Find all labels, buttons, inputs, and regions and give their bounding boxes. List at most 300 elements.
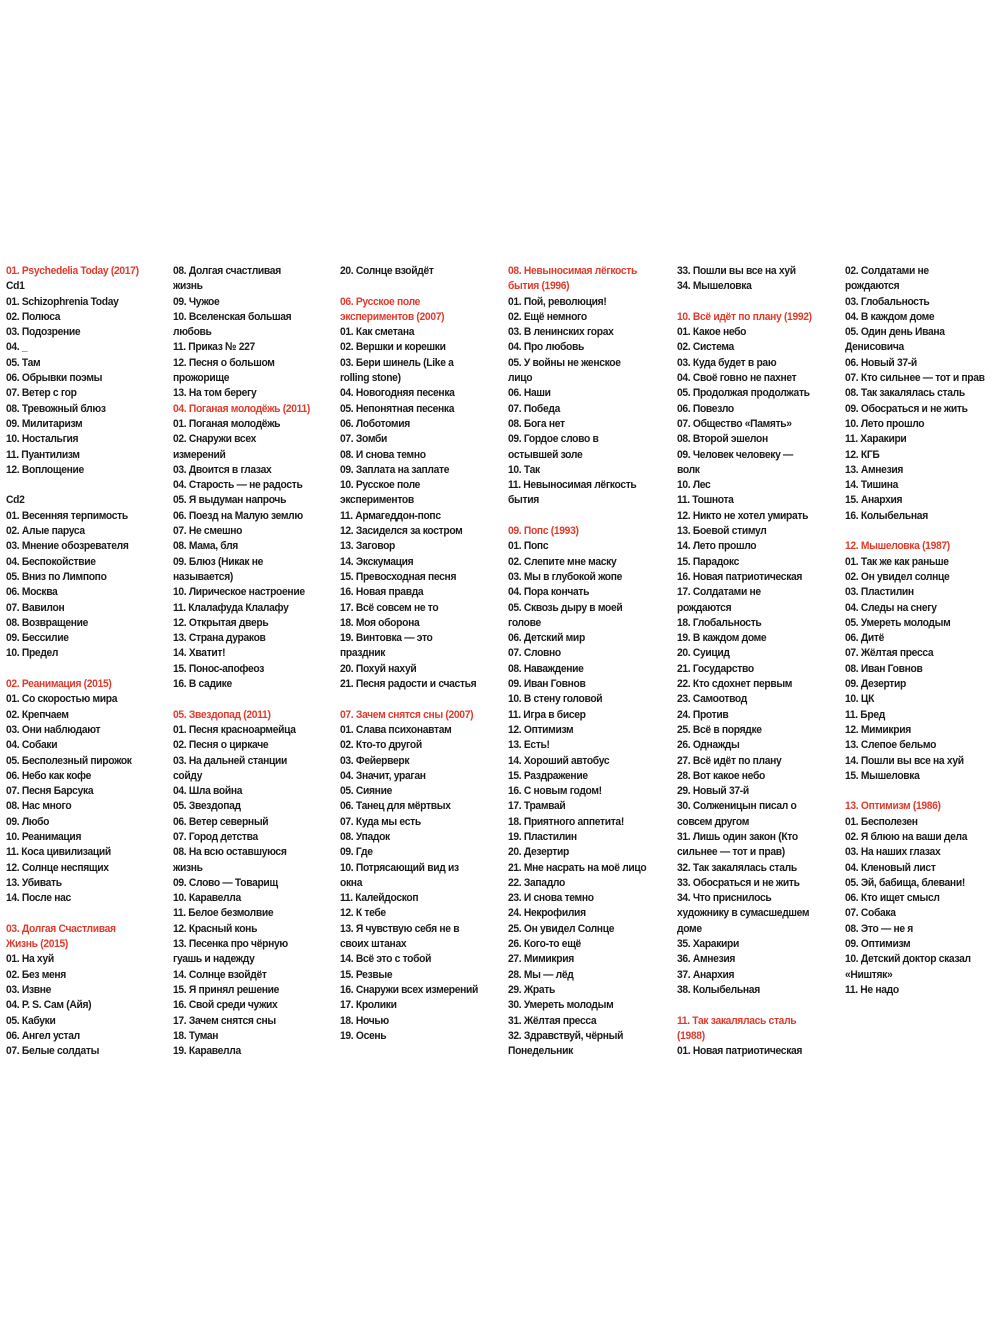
track-line: 10. Реанимация: [6, 830, 82, 843]
album-heading: 09. Попс (1993): [508, 525, 579, 538]
track-line: 05. Непонятная песенка: [340, 402, 455, 415]
track-line: 19. Осень: [340, 1029, 387, 1042]
track-line: 20. Суицид: [677, 647, 730, 660]
track-line: 07. Собака: [845, 907, 896, 920]
track-line: 16. Колыбельная: [845, 509, 928, 522]
track-line: 14. Лето прошло: [677, 540, 757, 553]
track-line: 03. В ленинских горах: [508, 326, 614, 339]
track-line: 04. В каждом доме: [845, 310, 935, 323]
track-line: 12. Никто не хотел умирать: [677, 509, 809, 522]
track-line: Понедельник: [508, 1045, 573, 1058]
track-line: 04. Значит, ураган: [340, 769, 426, 782]
track-line: измерений: [173, 448, 226, 461]
track-line: 17. Солдатами не: [677, 586, 761, 599]
blank-spacer: [6, 662, 170, 677]
track-line: 03. На дальней станции: [173, 754, 288, 767]
track-line: 24. Некрофилия: [508, 907, 586, 920]
track-line: 08. Это — не я: [845, 922, 913, 935]
track-line: 19. Каравелла: [173, 1045, 241, 1058]
track-line: 07. Вавилон: [6, 601, 65, 614]
track-line: 10. Вселенская большая: [173, 310, 292, 323]
album-heading: 12. Мышеловка (1987): [845, 540, 950, 553]
track-line: 06. Повезло: [677, 402, 734, 415]
blank-spacer: [677, 295, 841, 310]
blank-spacer: [340, 692, 504, 707]
track-line: 09. Чужое: [173, 295, 220, 308]
track-line: 05. Умереть молодым: [845, 616, 951, 629]
track-line: 06. Москва: [6, 586, 58, 599]
album-heading: 07. Зачем снятся сны (2007): [340, 708, 474, 721]
track-line: 18. Туман: [173, 1029, 219, 1042]
track-line: бытия: [508, 494, 539, 507]
track-line: 17. Кролики: [340, 999, 397, 1012]
track-line: 03. Мы в глубокой жопе: [508, 570, 623, 583]
track-line: 05. Звездопад: [173, 800, 241, 813]
track-line: 16. Снаружи всех измерений: [340, 983, 479, 996]
track-line: 23. И снова темно: [508, 892, 594, 905]
track-line: 01. Бесполезен: [845, 815, 918, 828]
track-line: 08. Возвращение: [6, 616, 89, 629]
track-line: 04. Новогодняя песенка: [340, 387, 455, 400]
track-line: гуашь и надежду: [173, 953, 255, 966]
track-line: 09. Бессилие: [6, 632, 69, 645]
track-line: 19. Пластилин: [508, 830, 577, 843]
track-line: 16. В садике: [173, 678, 232, 691]
track-line: 21. Песня радости и счастья: [340, 678, 477, 691]
track-line: 23. Самоотвод: [677, 693, 747, 706]
track-line: 06. Кто ищет смысл: [845, 892, 940, 905]
track-line: 31. Лишь один закон (Кто: [677, 830, 798, 843]
track-line: 06. Обрывки поэмы: [6, 372, 103, 385]
track-line: 09. Заплата на заплате: [340, 463, 450, 476]
track-line: 06. Новый 37-й: [845, 356, 917, 369]
track-line: 13. Боевой стимул: [677, 525, 767, 538]
track-line: 34. Мышеловка: [677, 280, 752, 293]
track-line: 07. Белые солдаты: [6, 1045, 100, 1058]
track-line: 07. Ветер с гор: [6, 387, 77, 400]
track-line: 34. Что приснилось: [677, 892, 772, 905]
track-line: 01. Слава психонавтам: [340, 723, 452, 736]
album-heading: (1988): [677, 1029, 705, 1042]
track-line: лицо: [508, 372, 533, 385]
track-line: 15. Мышеловка: [845, 769, 920, 782]
track-line: 20. Похуй нахуй: [340, 662, 417, 675]
track-line: 33. Обосраться и не жить: [677, 876, 800, 889]
track-line: 02. Я блюю на ваши дела: [845, 830, 968, 843]
track-line: 05. Сквозь дыру в моей: [508, 601, 623, 614]
track-line: 26. Однажды: [677, 739, 740, 752]
track-line: 32. Здравствуй, чёрный: [508, 1029, 624, 1042]
column-3: [340, 264, 504, 1044]
track-line: 20. Солнце взойдёт: [340, 265, 434, 277]
track-line: 02. Снаружи всех: [173, 433, 256, 446]
track-line: жизнь: [173, 280, 203, 293]
track-line: 12. Мимикрия: [845, 723, 911, 736]
track-line: 08. И снова темно: [340, 448, 426, 461]
track-line: 10. Потрясающий вид из: [340, 861, 459, 874]
track-line: сильнее — тот и прав): [677, 846, 785, 859]
track-line: 28. Мы — лёд: [508, 968, 574, 981]
track-line: 15. Парадокс: [677, 555, 739, 568]
track-line: 07. Жёлтая пресса: [845, 647, 934, 660]
track-line: голове: [508, 616, 541, 629]
track-line: 05. Кабуки: [6, 1014, 56, 1027]
track-line: 04. Беспокойствие: [6, 555, 96, 568]
track-line: 35. Харакири: [677, 938, 739, 951]
album-heading: 01. Psychedelia Today (2017): [6, 265, 139, 277]
album-heading: 02. Реанимация (2015): [6, 678, 112, 691]
track-line: 14. Всё это с тобой: [340, 953, 432, 966]
track-line: 09. Обосраться и не жить: [845, 402, 968, 415]
track-line: 27. Всё идёт по плану: [677, 754, 782, 767]
track-line: 13. Амнезия: [845, 463, 904, 476]
track-line: 13. Есть!: [508, 739, 550, 752]
blank-spacer: [340, 279, 504, 294]
track-line: 16. С новым годом!: [508, 785, 602, 798]
track-line: волк: [677, 463, 700, 476]
track-line: 18. Моя оборона: [340, 616, 420, 629]
track-line: 01. Пой, революция!: [508, 295, 607, 308]
track-line: 25. Всё в порядке: [677, 723, 762, 736]
track-line: 01. Со скоростью мира: [6, 693, 118, 706]
track-line: 06. Ангел устал: [6, 1029, 80, 1042]
track-line: 01. На хуй: [6, 953, 54, 966]
track-line: 10. ЦК: [845, 693, 875, 706]
track-line: 12. Красный конь: [173, 922, 258, 935]
track-line: 02. Песня о циркаче: [173, 739, 269, 752]
track-line: праздник: [340, 647, 386, 660]
track-line: 08. Нас много: [6, 800, 72, 813]
track-line: 18. Глобальность: [677, 616, 762, 629]
track-line: 08. Наваждение: [508, 662, 584, 675]
track-line: 09. Где: [340, 846, 373, 859]
track-line: 01. Поганая молодёжь: [173, 417, 281, 430]
track-line: 03. Мнение обозревателя: [6, 540, 129, 553]
track-line: 02. Кто-то другой: [340, 739, 422, 752]
track-line: 10. Так: [508, 463, 540, 476]
track-line: 08. Тревожный блюз: [6, 402, 106, 415]
track-line: 06. Лоботомия: [340, 417, 410, 430]
track-line: 03. Подозрение: [6, 326, 81, 339]
track-line: 22. Кто сдохнет первым: [677, 678, 793, 691]
track-line: 16. Новая патриотическая: [677, 570, 803, 583]
track-line: 10. В стену головой: [508, 693, 603, 706]
track-line: 01. Как сметана: [340, 326, 415, 339]
track-line: Денисовича: [845, 341, 904, 354]
track-line: 12. Песня о большом: [173, 356, 275, 369]
track-line: 03. Бери шинель (Like a: [340, 356, 454, 369]
track-line: 01. Какое небо: [677, 326, 747, 339]
column-1: [6, 264, 170, 1059]
track-line: рождаются: [845, 280, 900, 293]
track-line: 09. Милитаризм: [6, 417, 83, 430]
track-line: 03. Извне: [6, 983, 52, 996]
track-line: 01. Schizophrenia Today: [6, 295, 119, 308]
track-line: 12. Воплощение: [6, 463, 84, 476]
track-line: 06. Поезд на Малую землю: [173, 509, 303, 522]
blank-spacer: [845, 524, 1000, 539]
blank-spacer: [6, 478, 170, 493]
track-line: совсем другом: [677, 815, 750, 828]
track-line: жизнь: [173, 861, 203, 874]
track-line: 22. Западло: [508, 876, 565, 889]
track-line: 11. Клалафуда Клалафу: [173, 601, 289, 614]
album-heading: Жизнь (2015): [6, 938, 69, 951]
track-line: 11. Игра в бисер: [508, 708, 586, 721]
track-line: 17. Трамвай: [508, 800, 566, 813]
track-line: 02. Солдатами не: [845, 265, 929, 277]
track-line: 09. Гордое слово в: [508, 433, 599, 446]
track-line: 05. Вниз по Лимпопо: [6, 570, 107, 583]
track-line: 15. Превосходная песня: [340, 570, 457, 583]
track-line: 09. Оптимизм: [845, 938, 911, 951]
track-line: 07. Кто сильнее — тот и прав: [845, 372, 985, 385]
track-line: 13. Я чувствую себя не в: [340, 922, 460, 935]
track-line: 05. Я выдуман напрочь: [173, 494, 287, 507]
column-2: [173, 264, 337, 1059]
track-line: 04. Пора кончать: [508, 586, 590, 599]
track-line: 30. Умереть молодым: [508, 999, 614, 1012]
track-line: 14. Экскумация: [340, 555, 414, 568]
track-line: 14. Тишина: [845, 479, 899, 492]
track-line: 13. Убивать: [6, 876, 62, 889]
track-line: 31. Жёлтая пресса: [508, 1014, 597, 1027]
track-line: 14. Пошли вы все на хуй: [845, 754, 964, 767]
track-line: экспериментов: [340, 494, 414, 507]
track-line: художнику в сумасшедшем: [677, 907, 810, 920]
track-line: 06. Дитё: [845, 632, 885, 645]
track-line: 03. Пластилин: [845, 586, 914, 599]
track-line: 04. _: [6, 341, 28, 354]
track-line: остывшей золе: [508, 448, 583, 461]
track-line: 28. Вот какое небо: [677, 769, 765, 782]
track-line: «Ништяк»: [845, 968, 893, 981]
track-line: 04. Про любовь: [508, 341, 584, 354]
track-line: 19. Винтовка — это: [340, 632, 433, 645]
track-line: 36. Амнезия: [677, 953, 736, 966]
track-line: 08. Второй эшелон: [677, 433, 768, 446]
track-line: 13. Страна дураков: [173, 632, 266, 645]
track-line: 01. Так же как раньше: [845, 555, 949, 568]
track-line: 08. Мама, бля: [173, 540, 238, 553]
track-line: 14. Солнце взойдёт: [173, 968, 267, 981]
track-line: 02. Крепчаем: [6, 708, 69, 721]
column-5: [677, 264, 841, 1059]
track-line: 03. Двоится в глазах: [173, 463, 272, 476]
track-line: 04. Следы на снегу: [845, 601, 937, 614]
track-line: 07. Песня Барсука: [6, 785, 94, 798]
track-line: 08. На всю оставшуюся: [173, 846, 287, 859]
track-line: 17. Всё совсем не то: [340, 601, 439, 614]
track-line: Cd1: [6, 280, 25, 293]
track-line: 07. Зомби: [340, 433, 388, 446]
track-line: сойду: [173, 769, 203, 782]
track-line: 07. Куда мы есть: [340, 815, 421, 828]
track-line: 04. Кленовый лист: [845, 861, 936, 874]
track-line: 06. Небо как кофе: [6, 769, 92, 782]
track-line: 05. Сияние: [340, 785, 392, 798]
track-line: 08. Иван Говнов: [845, 662, 923, 675]
track-line: 13. Заговор: [340, 540, 396, 553]
album-heading: бытия (1996): [508, 280, 570, 293]
track-line: 07. Победа: [508, 402, 560, 415]
track-line: прожорище: [173, 372, 230, 385]
track-line: 01. Песня красноармейца: [173, 723, 296, 736]
track-line: рождаются: [677, 601, 732, 614]
column-6: [845, 264, 1000, 998]
track-line: 09. Иван Говнов: [508, 678, 586, 691]
track-line: 11. Невыносимая лёгкость: [508, 479, 637, 492]
track-line: 06. Ветер северный: [173, 815, 269, 828]
album-heading: экспериментов (2007): [340, 310, 445, 323]
track-line: 19. В каждом доме: [677, 632, 767, 645]
track-line: 24. Против: [677, 708, 729, 721]
track-line: 08. Бога нет: [508, 417, 565, 430]
track-line: 11. Калейдоскоп: [340, 892, 419, 905]
track-line: 10. Лес: [677, 479, 711, 492]
blank-spacer: [677, 998, 841, 1013]
track-line: 10. Лето прошло: [845, 417, 925, 430]
track-line: rolling stone): [340, 372, 401, 385]
track-line: 16. Новая правда: [340, 586, 424, 599]
track-line: 15. Резвые: [340, 968, 393, 981]
track-line: 13. Песенка про чёрную: [173, 938, 288, 951]
track-line: 12. Открытая дверь: [173, 616, 269, 629]
track-line: 14. После нас: [6, 892, 71, 905]
track-line: 09. Человек человеку —: [677, 448, 793, 461]
track-line: 09. Слово — Товарищ: [173, 876, 278, 889]
track-line: 03. Фейерверк: [340, 754, 410, 767]
track-line: 33. Пошли вы все на хуй: [677, 265, 796, 277]
track-line: 08. Упадок: [340, 830, 390, 843]
track-line: 03. На наших глазах: [845, 846, 941, 859]
track-line: 25. Он увидел Солнце: [508, 922, 615, 935]
track-line: 15. Понос-апофеоз: [173, 662, 264, 675]
track-line: 05. Один день Ивана: [845, 326, 945, 339]
track-line: 14. Хватит!: [173, 647, 226, 660]
track-line: 05. Там: [6, 356, 41, 369]
track-line: 15. Я принял решение: [173, 983, 280, 996]
track-line: 09. Любо: [6, 815, 50, 828]
track-line: 11. Не надо: [845, 983, 899, 996]
track-line: 11. Пуантилизм: [6, 448, 80, 461]
track-line: 02. Ещё немного: [508, 310, 587, 323]
album-heading: 04. Поганая молодёжь (2011): [173, 402, 310, 415]
track-line: 16. Свой среди чужих: [173, 999, 278, 1012]
track-line: 09. Дезертир: [845, 678, 907, 691]
track-line: 01. Весенняя терпимость: [6, 509, 128, 522]
track-line: 11. Тошнота: [677, 494, 734, 507]
track-line: 02. Вершки и корешки: [340, 341, 446, 354]
track-line: 29. Жрать: [508, 983, 555, 996]
track-line: 07. Общество «Память»: [677, 417, 792, 430]
track-line: 30. Солженицын писал о: [677, 800, 797, 813]
track-line: 08. Так закалялась сталь: [845, 387, 965, 400]
track-line: 02. Алые паруса: [6, 525, 85, 538]
track-line: своих штанах: [340, 938, 407, 951]
track-line: 04. P. S. Сам (Айя): [6, 999, 92, 1012]
track-line: 21. Мне насрать на моё лицо: [508, 861, 647, 874]
track-line: 07. Город детства: [173, 830, 258, 843]
track-line: 32. Так закалялась сталь: [677, 861, 797, 874]
album-heading: 08. Невыносимая лёгкость: [508, 265, 638, 277]
track-line: 05. Эй, бабища, блевани!: [845, 876, 965, 889]
track-line: Cd2: [6, 494, 25, 507]
track-line: 10. Русское поле: [340, 479, 421, 492]
track-line: 03. Куда будет в раю: [677, 356, 777, 369]
track-line: 06. Детский мир: [508, 632, 585, 645]
track-line: 08. Долгая счастливая: [173, 265, 281, 277]
track-line: 12. Солнце неспящих: [6, 861, 109, 874]
track-line: 06. Наши: [508, 387, 551, 400]
track-line: 14. Хороший автобус: [508, 754, 610, 767]
track-line: 03. Глобальность: [845, 295, 930, 308]
track-line: доме: [677, 922, 702, 935]
track-line: 12. Засиделся за костром: [340, 525, 463, 538]
track-line: 10. Лирическое настроение: [173, 586, 305, 599]
track-line: 13. На том берегу: [173, 387, 257, 400]
track-line: 18. Ночью: [340, 1014, 389, 1027]
track-line: 04. Старость — не радость: [173, 479, 303, 492]
blank-spacer: [508, 509, 672, 524]
album-heading: 03. Долгая Счастливая: [6, 922, 116, 935]
track-line: любовь: [173, 326, 212, 339]
track-line: 02. Система: [677, 341, 734, 354]
track-line: 04. Собаки: [6, 739, 58, 752]
blank-spacer: [845, 784, 1000, 799]
track-line: 10. Детский доктор сказал: [845, 953, 971, 966]
track-line: 11. Бред: [845, 708, 885, 721]
track-line: 12. К тебе: [340, 907, 386, 920]
track-line: 02. Слепите мне маску: [508, 555, 617, 568]
track-line: 10. Ностальгия: [6, 433, 79, 446]
album-heading: 13. Оптимизм (1986): [845, 800, 941, 813]
track-line: 01. Новая патриотическая: [677, 1045, 803, 1058]
track-line: называется): [173, 570, 234, 583]
track-line: 02. Полюса: [6, 310, 61, 323]
track-line: 17. Зачем снятся сны: [173, 1014, 276, 1027]
track-line: 09. Блюз (Никак не: [173, 555, 264, 568]
track-line: 21. Государство: [677, 662, 754, 675]
track-line: 06. Танец для мёртвых: [340, 800, 451, 813]
track-line: 37. Анархия: [677, 968, 735, 981]
tracklist-sheet: [6, 264, 1000, 1084]
track-line: 10. Каравелла: [173, 892, 241, 905]
track-line: 20. Дезертир: [508, 846, 570, 859]
album-heading: 11. Так закалялась сталь: [677, 1014, 797, 1027]
track-line: 11. Харакири: [845, 433, 907, 446]
track-line: 12. Оптимизм: [508, 723, 574, 736]
track-line: 05. У войны не женское: [508, 356, 621, 369]
blank-spacer: [6, 906, 170, 921]
album-heading: 10. Всё идёт по плану (1992): [677, 310, 812, 323]
track-line: 18. Приятного аппетита!: [508, 815, 624, 828]
track-line: 04. Своё говно не пахнет: [677, 372, 797, 385]
track-line: 10. Предел: [6, 647, 59, 660]
track-line: 07. Словно: [508, 647, 561, 660]
track-line: окна: [340, 876, 363, 889]
track-line: 26. Кого-то ещё: [508, 938, 581, 951]
album-heading: 05. Звездопад (2011): [173, 708, 271, 721]
track-line: 13. Слепое бельмо: [845, 739, 937, 752]
track-line: 15. Раздражение: [508, 769, 588, 782]
track-line: 38. Колыбельная: [677, 983, 760, 996]
column-4: [508, 264, 672, 1059]
blank-spacer: [173, 692, 337, 707]
track-line: 15. Анархия: [845, 494, 903, 507]
album-heading: 06. Русское поле: [340, 295, 421, 308]
track-line: 11. Приказ № 227: [173, 341, 255, 354]
